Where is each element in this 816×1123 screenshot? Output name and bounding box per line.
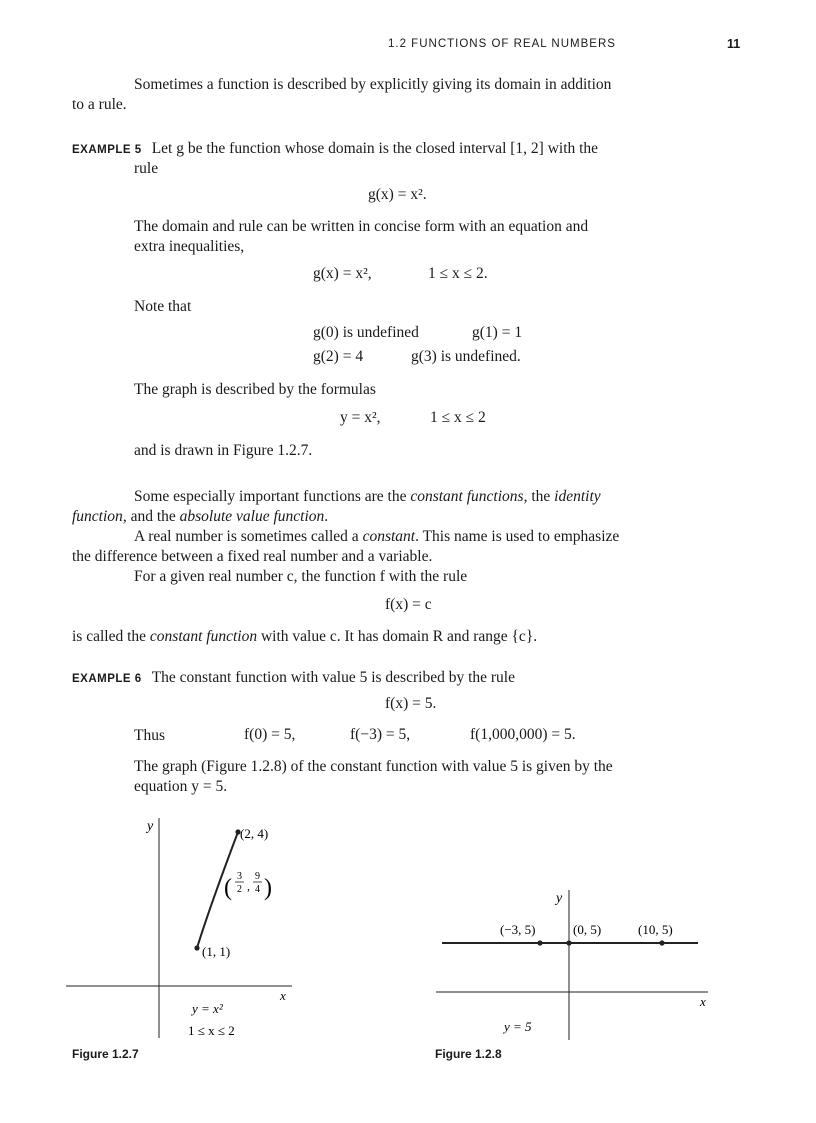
example6-line-3: equation y = 5.: [134, 778, 228, 795]
note-r2-right: g(3) is undefined.: [411, 348, 521, 365]
fig127-formula-2: 1 ≤ x ≤ 2: [188, 1023, 235, 1038]
example6-line-2: The graph (Figure 1.2.8) of the constant function with value 5 is given by the: [134, 758, 613, 775]
special-p1-f: , and the: [122, 508, 180, 525]
special-p1-d: identity: [554, 488, 601, 505]
fig127-mid-comma: ,: [247, 879, 250, 893]
figure-1-2-8-graph: [430, 882, 720, 1044]
fig127-point-top-label: (2, 4): [240, 826, 269, 841]
page-number: 11: [727, 37, 741, 51]
graph-line-1: The graph is described by the formulas: [134, 381, 376, 398]
fig127-mid-den1: 2: [237, 884, 242, 895]
example6-v1: f(0) = 5,: [244, 726, 296, 743]
note-r2-left: g(2) = 4: [313, 348, 364, 365]
fig127-point-bottom-label: (1, 1): [202, 944, 231, 959]
special-equation: f(x) = c: [385, 596, 432, 613]
example5-text: Let g be the function whose domain is the closed interval [1, 2] with the: [151, 140, 599, 157]
fig128-point-left-label: (−3, 5): [500, 922, 536, 937]
fig127-y-label: y: [147, 819, 154, 834]
fig127-point-mid-label: [224, 871, 272, 901]
example6-label: EXAMPLE 6: [72, 673, 142, 685]
fig128-point-right: [659, 940, 664, 945]
special-p2-b: constant: [362, 528, 416, 545]
example5-line-1: [72, 139, 598, 160]
intro-line-1: Sometimes a function is described by explicitly giving its domain in addition: [134, 76, 612, 93]
domain-line-1: The domain and rule can be written in concise form with an equation and: [134, 218, 589, 235]
special-p4-c: with value c. It has domain R and range {c}.: [257, 628, 538, 645]
special-p1-b: constant functions: [410, 488, 524, 505]
figure-1-2-7-caption: Figure 1.2.7: [72, 1047, 139, 1061]
example5-equation: g(x) = x².: [368, 186, 427, 203]
fig128-point-center-label: (0, 5): [573, 922, 602, 937]
fig127-mid-num1: 3: [237, 871, 242, 882]
special-p1-line-2: [72, 507, 328, 526]
special-p2-line-2: the difference between a fixed real number and a variable.: [72, 548, 433, 565]
fig127-mid-num2: 9: [255, 871, 260, 882]
example5-line-2: rule: [134, 160, 159, 177]
note-r1-right: g(1) = 1: [472, 324, 523, 341]
example6-equation: f(x) = 5.: [385, 695, 437, 712]
fig127-x-label: x: [280, 988, 286, 1003]
graph-line-2: and is drawn in Figure 1.2.7.: [134, 442, 313, 459]
example6-v2: f(−3) = 5,: [350, 726, 411, 743]
domain-eq-left: g(x) = x²,: [313, 265, 372, 282]
special-p2-c: . This name is used to emphasize: [415, 528, 620, 545]
special-p1-e: function: [72, 508, 123, 525]
fig128-y-label: y: [556, 891, 563, 906]
running-header: 1.2 FUNCTIONS OF REAL NUMBERS: [388, 38, 616, 50]
example6-line-1: [72, 668, 515, 689]
special-p1-a: Some especially important functions are the: [134, 488, 411, 505]
special-p4: [72, 627, 537, 646]
special-p1-h: .: [324, 508, 329, 525]
fig127-mid-right-paren: ): [264, 875, 272, 901]
example6-v3: f(1,000,000) = 5.: [470, 726, 576, 743]
fig127-mid-left-paren: (: [224, 875, 232, 901]
note-r1-left: g(0) is undefined: [313, 324, 419, 341]
figure-1-2-8-caption: Figure 1.2.8: [435, 1047, 502, 1061]
intro-line-2: to a rule.: [72, 96, 127, 113]
fig128-point-left: [537, 940, 542, 945]
fig128-point-center: [566, 940, 571, 945]
note-label: Note that: [134, 298, 192, 315]
fig128-point-right-label: (10, 5): [638, 922, 673, 937]
special-p2-line-1: [134, 527, 619, 546]
graph-eq-right: 1 ≤ x ≤ 2: [430, 409, 486, 426]
figure-1-2-7-graph: [60, 810, 310, 1045]
fig128-formula: y = 5: [504, 1019, 532, 1034]
special-p4-b: constant function: [149, 628, 258, 645]
special-p3: For a given real number c, the function f with the rule: [134, 568, 468, 585]
fig127-formula-1: y = x²: [192, 1001, 223, 1016]
example6-thus: Thus: [134, 727, 165, 744]
special-p4-a: is called the: [72, 628, 150, 645]
example5-label: EXAMPLE 5: [72, 144, 142, 156]
fig127-point-bottom: [194, 945, 199, 950]
fig128-x-label: x: [700, 994, 706, 1009]
special-p1-g: absolute value function: [179, 508, 325, 525]
domain-eq-right: 1 ≤ x ≤ 2.: [428, 265, 488, 282]
special-p1-c: , the: [523, 488, 555, 505]
domain-line-2: extra inequalities,: [134, 238, 245, 255]
graph-eq-left: y = x²,: [340, 409, 381, 426]
fig127-mid-den2: 4: [255, 884, 260, 895]
special-p1-line-1: [134, 487, 601, 506]
special-p2-a: A real number is sometimes called a: [134, 528, 363, 545]
example6-text: The constant function with value 5 is described by the rule: [151, 669, 515, 686]
